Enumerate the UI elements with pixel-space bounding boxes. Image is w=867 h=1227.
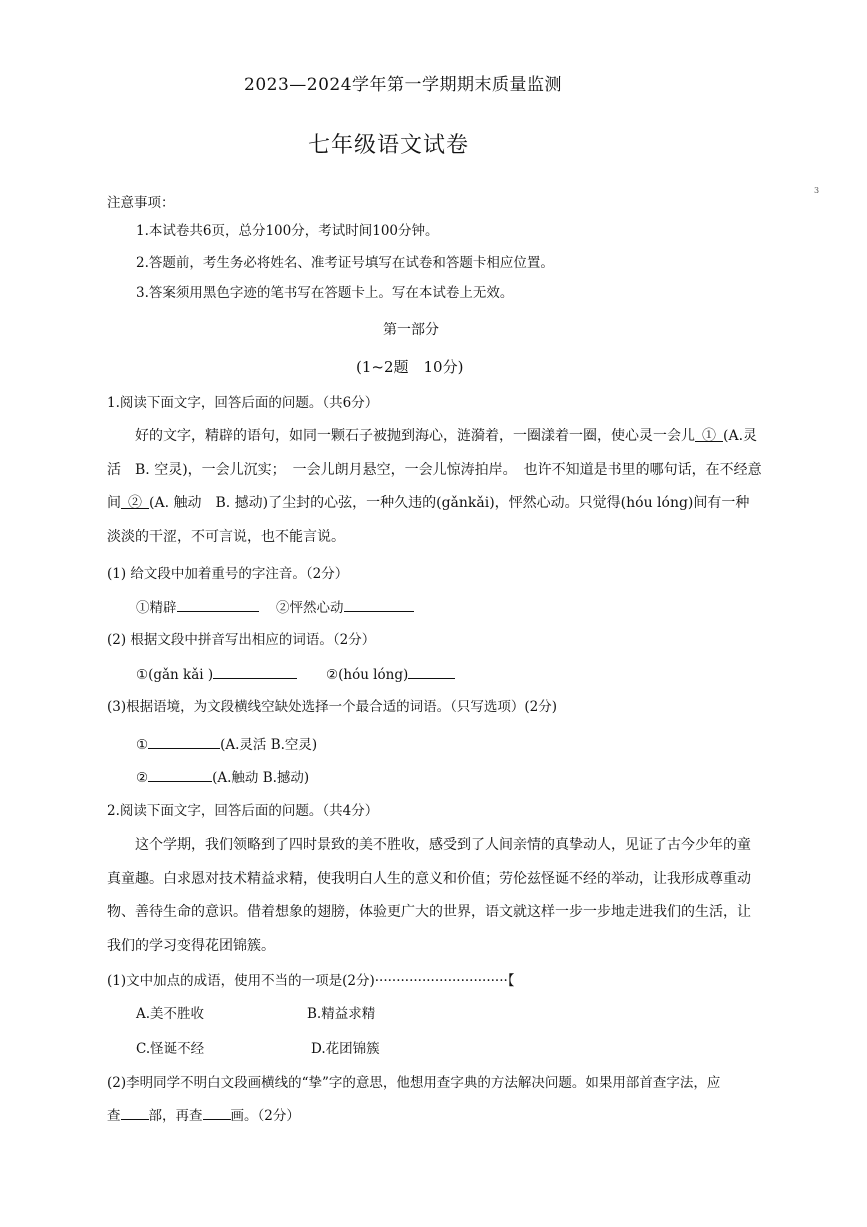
q1-sub2-b-label: ②(hóu lóng)	[326, 667, 409, 683]
q1-sub3-b-num: ②	[136, 770, 149, 786]
q2-sub2-blank-radical	[121, 1105, 149, 1120]
q1-sub3: (3)根据语境，为文段横线空缺处选择一个最合适的词语。（只写选项）(2分)	[107, 699, 557, 715]
q1-blank-2: ②	[128, 495, 142, 511]
part-name: 第一部分	[383, 322, 439, 338]
q2-sub2-text-a: 查	[107, 1108, 121, 1124]
q1-sub2-a-label: ①(gǎn kǎi )	[136, 667, 214, 683]
q2-sub2-blank-strokes	[203, 1105, 231, 1120]
q2-passage: 这个学期，我们领略到了四时景致的美不胜收，感受到了人间亲情的真挚动人，见证了古今少年的童真童趣。白求恩对技术精益求精，使我明白人生的意义和价值；劳伦兹怪诞不经的举动，让我形成尊重动物、善待生命的意识。借着想象的翅膀，体验更广大的世界，语文就这样一步一步地走进我们的生活，让我们的学习变得花团锦簇。	[107, 837, 751, 954]
q1-passage-part-a: 好的文字，精辟的语句，如同一颗石子被抛到海心，涟漪着，一圈漾着一圈，使心灵一会儿	[135, 428, 695, 444]
page-marker: 3	[814, 186, 820, 195]
q1-sub3-a-blank	[148, 734, 220, 749]
q1-sub2-a	[136, 664, 297, 685]
q1-sub1-a	[136, 597, 259, 618]
q2-sub2-line1: (2)李明同学不明白文段画横线的“挚”字的意思，他想用查字典的方法解决问题。如果用部首查字法，应	[107, 1075, 721, 1091]
q2-sub1: (1)文中加点的成语，使用不当的一项是(2分)·······························【	[107, 973, 515, 989]
q1-sub1-a-label: ①精辟	[136, 600, 177, 616]
note-item-2: 2.答题前，考生务必将姓名、准考证号填写在试卷和答题卡相应位置。	[136, 255, 554, 271]
q2-stem: 2.阅读下面文字，回答后面的问题。（共4分）	[107, 803, 379, 819]
q1-sub3-b-options: (A.触动 B.撼动)	[212, 770, 310, 786]
q1-sub1-b-blank	[344, 597, 414, 612]
q1-passage	[107, 420, 763, 554]
q1-sub1: (1) 给文段中加着重号的字注音。（2分）	[107, 566, 349, 582]
q1-sub3-a-options: (A.灵活 B.空灵)	[220, 737, 318, 753]
q2-option-a: A.美不胜收	[136, 1006, 205, 1022]
q1-sub2: (2) 根据文段中拼音写出相应的词语。（2分）	[107, 632, 376, 648]
q1-blank-1: ①	[702, 428, 716, 444]
exam-title: 2023—2024学年第一学期期末质量监测	[244, 75, 563, 95]
note-item-1: 1.本试卷共6页，总分100分，考试时间100分钟。	[136, 223, 439, 239]
q2-sub2-text-c: 画。（2分）	[230, 1108, 300, 1124]
note-item-3: 3.答案须用黑色字迹的笔书写在答题卡上。写在本试卷上无效。	[136, 285, 514, 301]
exam-subtitle: 七年级语文试卷	[308, 133, 470, 158]
q2-option-c: C.怪诞不经	[136, 1041, 205, 1057]
q1-sub1-a-blank	[177, 597, 259, 612]
notes-heading: 注意事项：	[107, 195, 175, 211]
q1-sub3-b-blank	[148, 767, 212, 782]
q1-sub3-a-num: ①	[136, 737, 149, 753]
q1-sub1-b	[276, 597, 414, 618]
q2-sub2-text-b: 部，再查	[148, 1108, 203, 1124]
q1-sub3-a	[136, 734, 317, 755]
q2-option-b: B.精益求精	[307, 1006, 376, 1022]
q1-passage-part-c: (A. 触动 B. 撼动)了尘封的心弦，一种久违的(gǎnkǎi)，怦然心动。只觉得(hóu lóng)间有一种淡淡的干涩，不可言说，也不能言说。	[107, 495, 750, 545]
q1-sub2-b	[326, 664, 455, 685]
q2-sub2-line2	[107, 1105, 300, 1126]
q1-sub1-b-label: ②怦然心动	[276, 600, 344, 616]
q1-passage-part-b: (A.灵活 B. 空灵)，一会儿沉实； 一会儿朗月悬空，一会儿惊涛拍岸。 也许不知道是书里的哪句话，在不经意间	[107, 428, 762, 511]
q1-sub2-a-blank	[213, 664, 297, 679]
q1-sub2-b-blank	[408, 664, 455, 679]
part-range: (1~2题 10分)	[356, 358, 464, 376]
q1-stem: 1.阅读下面文字，回答后面的问题。（共6分）	[107, 395, 379, 411]
q2-option-d: D.花团锦簇	[311, 1041, 380, 1057]
q1-sub3-b	[136, 767, 309, 788]
